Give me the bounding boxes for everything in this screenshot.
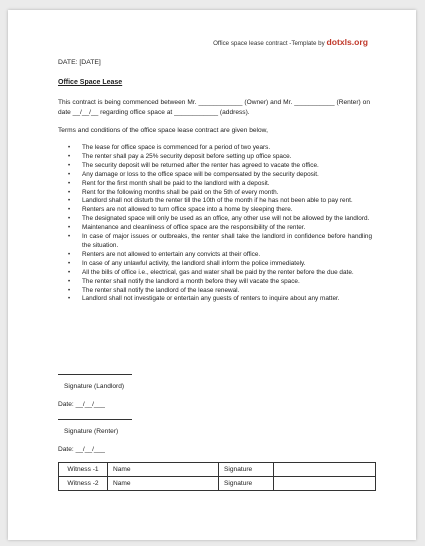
term-item: • The security deposit will be returned after the renter has agreed to vacate the office.: [68, 161, 319, 169]
document-page: [8, 10, 416, 540]
term-item: • Rent for the following months shall be paid on the 5th of every month.: [68, 188, 279, 196]
term-item: • Landlord shall not disturb the renter till the 10th of the month if he has not been able to pay rent.: [68, 197, 353, 205]
landlord-signature-label: Signature (Landlord): [64, 383, 125, 390]
landlord-signature-line: [58, 374, 132, 375]
bullet-icon: •: [68, 225, 71, 232]
witness-name-cell[interactable]: Name: [108, 477, 219, 491]
term-item: • Renters are not allowed to turn office space into a home by sleeping there.: [68, 206, 293, 214]
document-header: [213, 37, 368, 47]
bullet-icon: •: [68, 269, 71, 276]
term-item: • The designated space will only be used as an office, any other use will not be allowed by the landlord.: [68, 215, 370, 223]
term-item: • The renter shall notify the landlord a month before they will vacate the space.: [68, 277, 300, 285]
bullet-icon: •: [68, 260, 71, 267]
bullet-icon: •: [68, 153, 71, 160]
intro-paragraph: This contract is being commenced between Mr. ____________ (Owner) and Mr. ___________ (Renter) on date __/__/__ regarding office space at ____________ (address).: [58, 99, 370, 116]
bullet-icon: •: [68, 234, 71, 241]
term-item: • Landlord shall not investigate or entertain any guests of renters to inquire about any matter.: [68, 295, 340, 303]
bullet-icon: •: [68, 189, 71, 196]
witness-label: Witness -1: [59, 463, 108, 477]
term-item: • The renter shall notify the landlord of the lease renewal.: [68, 286, 240, 294]
bullet-icon: •: [68, 251, 71, 258]
witness-name-cell[interactable]: Name: [108, 463, 219, 477]
terms-list: [66, 144, 372, 304]
bullet-icon: •: [68, 207, 71, 214]
landlord-date: Date: __/__/___: [58, 401, 105, 408]
bullet-icon: •: [68, 278, 71, 285]
witness-label: Witness -2: [59, 477, 108, 491]
term-item: • Maintenance and cleanliness of office space are the responsibility of the renter.: [68, 224, 306, 232]
date-line: DATE: [DATE]: [58, 59, 101, 66]
bullet-icon: •: [68, 296, 71, 303]
renter-signature-line: [58, 419, 132, 420]
terms-intro: Terms and conditions of the office space lease contract are given below,: [58, 127, 268, 134]
bullet-icon: •: [68, 162, 71, 169]
table-row: [59, 463, 376, 477]
term-item: • All the bills of office i.e., electrical, gas and water shall be paid by the renter before the due date.: [68, 268, 354, 276]
renter-signature-label: Signature (Renter): [64, 428, 119, 435]
term-item: • Rent for the first month shall be paid to the landlord with a deposit.: [68, 179, 270, 187]
renter-date: Date: __/__/___: [58, 446, 105, 453]
bullet-icon: •: [68, 180, 71, 187]
term-item: • In case of any unlawful activity, the landlord shall inform the police immediately.: [68, 259, 306, 267]
brand-link[interactable]: dotxls.org: [326, 37, 368, 47]
table-row: [59, 477, 376, 491]
witness-signature-cell[interactable]: [274, 477, 376, 491]
term-item: • The renter shall pay a 25% security deposit before setting up office space.: [68, 152, 292, 160]
header-text: Office space lease contract -Template by: [213, 40, 327, 47]
term-item: • In case of major issues or outbreaks, the renter shall take the landlord in confidence before handling the situation.: [68, 233, 372, 249]
witness-signature-cell[interactable]: [274, 463, 376, 477]
witness-signature-label: Signature: [219, 477, 274, 491]
document-title: Office Space Lease: [58, 79, 123, 86]
bullet-icon: •: [68, 145, 71, 151]
bullet-icon: •: [68, 198, 71, 205]
bullet-icon: •: [68, 171, 71, 178]
witness-signature-label: Signature: [219, 463, 274, 477]
bullet-icon: •: [68, 216, 71, 223]
term-item: • Any damage or loss to the office space will be compensated by the security deposit.: [68, 170, 319, 178]
witness-table: [58, 462, 376, 491]
bullet-icon: •: [68, 287, 71, 294]
term-item: • The lease for office space is commenced for a period of two years.: [68, 144, 271, 151]
term-item: • Renters are not allowed to entertain any convicts at their office.: [68, 250, 261, 258]
